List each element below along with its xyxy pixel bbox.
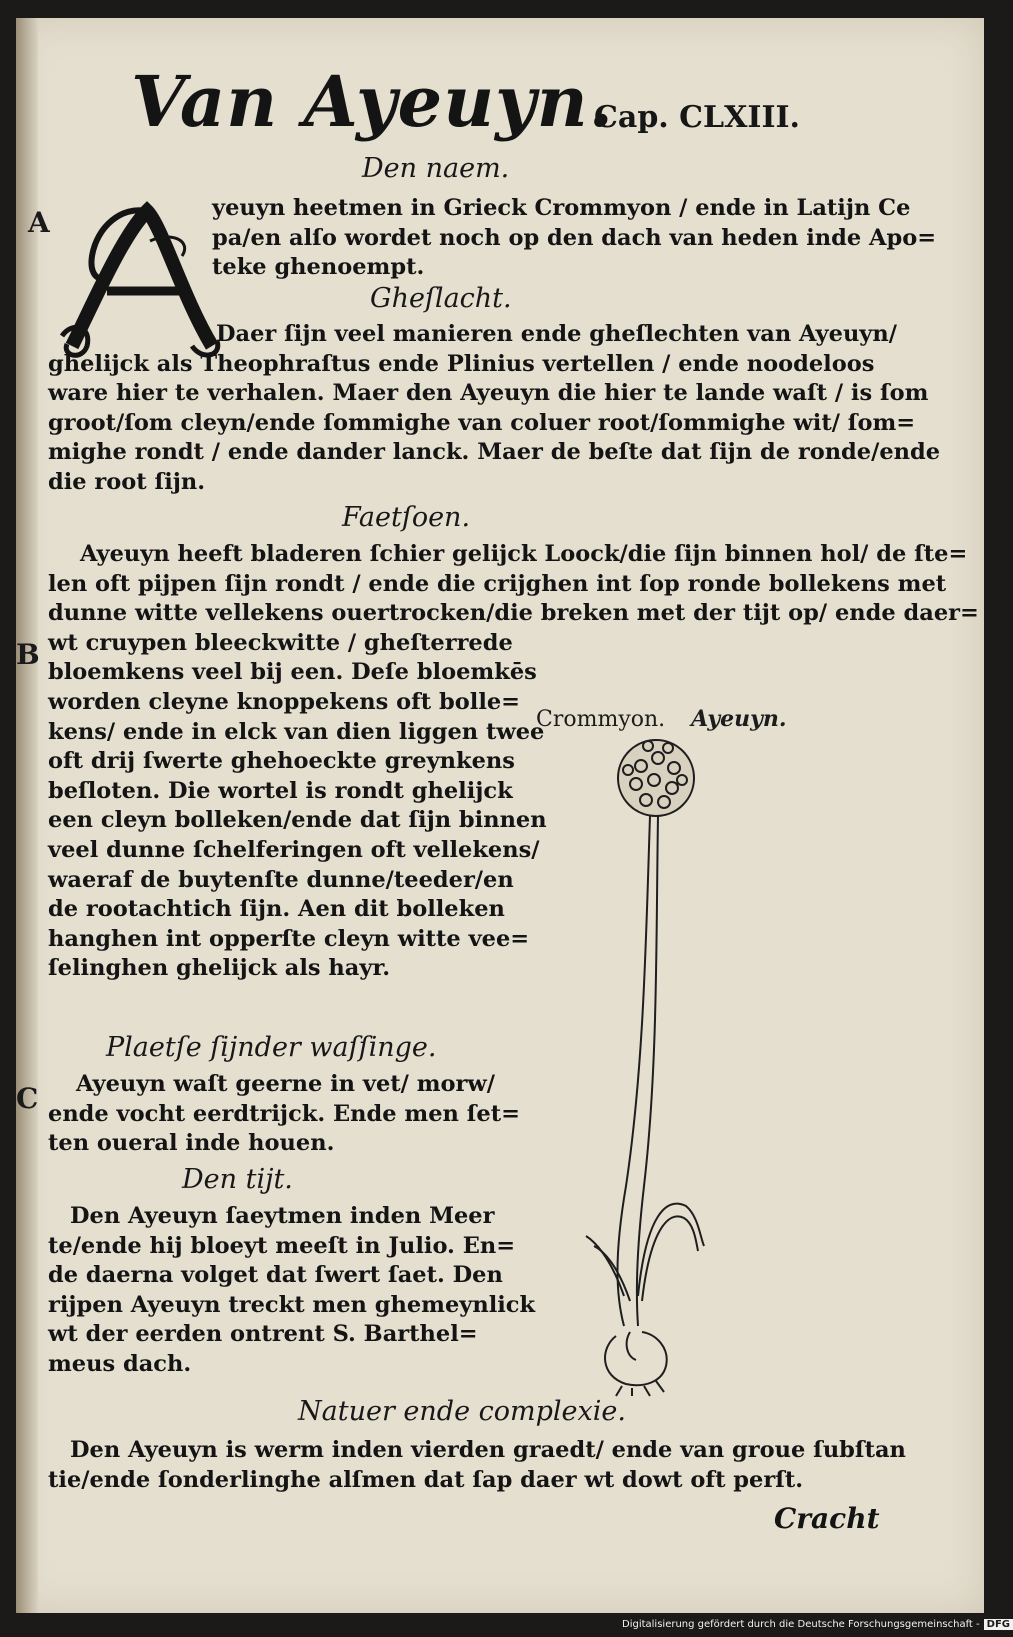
- text-line: kens/ ende in elck van dien liggen twee: [48, 718, 545, 745]
- text-line: mighe rondt / ende dander lanck. Maer de beſte dat ſijn de ronde/ende: [48, 439, 941, 466]
- text-line: Ayeuyn waſt geerne in vet/ morw/: [76, 1071, 495, 1097]
- text-line: de daerna volget dat ſwert ſaet. Den: [48, 1262, 503, 1289]
- text-line: tie/ende ſonderlinghe alſmen dat ſap daer wt dowt oft perſt.: [48, 1466, 804, 1493]
- text-line: beſloten. Die wortel is rondt ghelijck: [48, 777, 513, 804]
- margin-letter-a: A: [28, 206, 50, 239]
- margin-letter-b: B: [16, 638, 40, 671]
- text-line: Daer ſijn veel manieren ende gheſlechten van Ayeuyn/: [216, 321, 897, 347]
- text-line: ende vocht eerdtrijck. Ende men ſet=: [48, 1100, 520, 1127]
- section-heading: Den naem.: [362, 153, 510, 184]
- text-line: de rootachtich ſijn. Aen dit bolleken: [48, 896, 505, 923]
- text-line: Den Ayeuyn ſaeytmen inden Meer: [70, 1203, 495, 1229]
- section-heading: Gheſlacht.: [370, 283, 512, 314]
- digitization-footer: [622, 1619, 1013, 1630]
- figure-caption-dutch: Ayeuyn.: [691, 706, 787, 732]
- text-line: teke ghenoempt.: [212, 254, 425, 281]
- section-heading: Natuer ende complexie.: [298, 1396, 626, 1427]
- text-line: dunne witte vellekens ouertrocken/die breken met der tijt op/ ende daer=: [48, 600, 979, 627]
- text-line: Ayeuyn heeft bladeren ſchier gelijck Loock/die ſijn binnen hol/ de ſte=: [80, 541, 968, 567]
- dfg-logo: DFG: [984, 1619, 1013, 1630]
- text-line: die root ſijn.: [48, 468, 206, 495]
- margin-letter-c: C: [16, 1082, 39, 1115]
- text-line: groot/ſom cleyn/ende ſommighe van coluer root/ſommighe wit/ ſom=: [48, 409, 916, 436]
- text-line: waeraf de buytenſte dunne/teeder/en: [48, 866, 514, 893]
- text-line: een cleyn bolleken/ende dat ſijn binnen: [48, 807, 547, 834]
- text-line: wt cruypen bleeckwitte / gheſterrede: [48, 629, 513, 656]
- page-gutter: [16, 18, 38, 1613]
- figure-caption: [536, 706, 787, 732]
- book-page: [16, 18, 984, 1613]
- section-text-natuer: [48, 1436, 906, 1495]
- text-line: wt der eerden ontrent S. Barthel=: [48, 1321, 478, 1348]
- section-text-faetsoen: [48, 540, 979, 984]
- chapter-number: Cap. CLXIII.: [594, 100, 800, 135]
- running-title: Van Ayeuyn.: [131, 60, 615, 143]
- text-line: yeuyn heetmen in Grieck Crommyon / ende in Latijn Ce: [212, 195, 911, 221]
- text-line: Den Ayeuyn is werm inden vierden graedt/ ende van groue ſubſtan: [70, 1437, 906, 1463]
- text-line: worden cleyne knoppekens oft bolle=: [48, 688, 521, 715]
- text-line: bloemkens veel bij een. Deſe bloemkēs: [48, 659, 537, 686]
- section-text-gheslacht: [48, 320, 940, 498]
- text-line: ten oueral inde houen.: [48, 1130, 335, 1157]
- section-heading: Plaetſe ſijnder waſſinge.: [106, 1032, 437, 1063]
- text-line: te/ende hij bloeyt meeſt in Julio. En=: [48, 1232, 516, 1259]
- section-heading: Faetſoen.: [342, 502, 471, 533]
- text-line: pa/en alſo wordet noch op den dach van heden inde Apo=: [212, 224, 937, 251]
- text-line: rijpen Ayeuyn treckt men ghemeynlick: [48, 1291, 536, 1318]
- section-text-naem: [212, 194, 936, 283]
- catchword: Cracht: [774, 1502, 880, 1535]
- section-text-plaetse: [48, 1070, 520, 1159]
- text-line: len oft pijpen ſijn rondt / ende die crijghen int ſop ronde bollekens met: [48, 570, 947, 597]
- text-line: meus dach.: [48, 1350, 192, 1377]
- text-line: ghelijck als Theophraſtus ende Plinius vertellen / ende noodeloos: [48, 350, 875, 377]
- section-heading: Den tijt.: [182, 1164, 293, 1195]
- text-line: ware hier te verhalen. Maer den Ayeuyn die hier te lande waſt / is ſom: [48, 380, 929, 407]
- section-text-tijt: [48, 1202, 535, 1380]
- text-line: hanghen int opperſte cleyn witte vee=: [48, 925, 530, 952]
- text-line: veel dunne ſchelferingen oft vellekens/: [48, 836, 540, 863]
- onion-plant-woodcut-icon: [586, 736, 766, 1396]
- footer-text: Digitalisierung gefördert durch die Deutsche Forschungsgemeinschaft -: [622, 1619, 980, 1630]
- text-line: ſelinghen ghelijck als hayr.: [48, 955, 391, 982]
- figure-caption-latin: Crommyon.: [536, 707, 666, 732]
- text-line: oft drij ſwerte ghehoeckte greynkens: [48, 748, 515, 775]
